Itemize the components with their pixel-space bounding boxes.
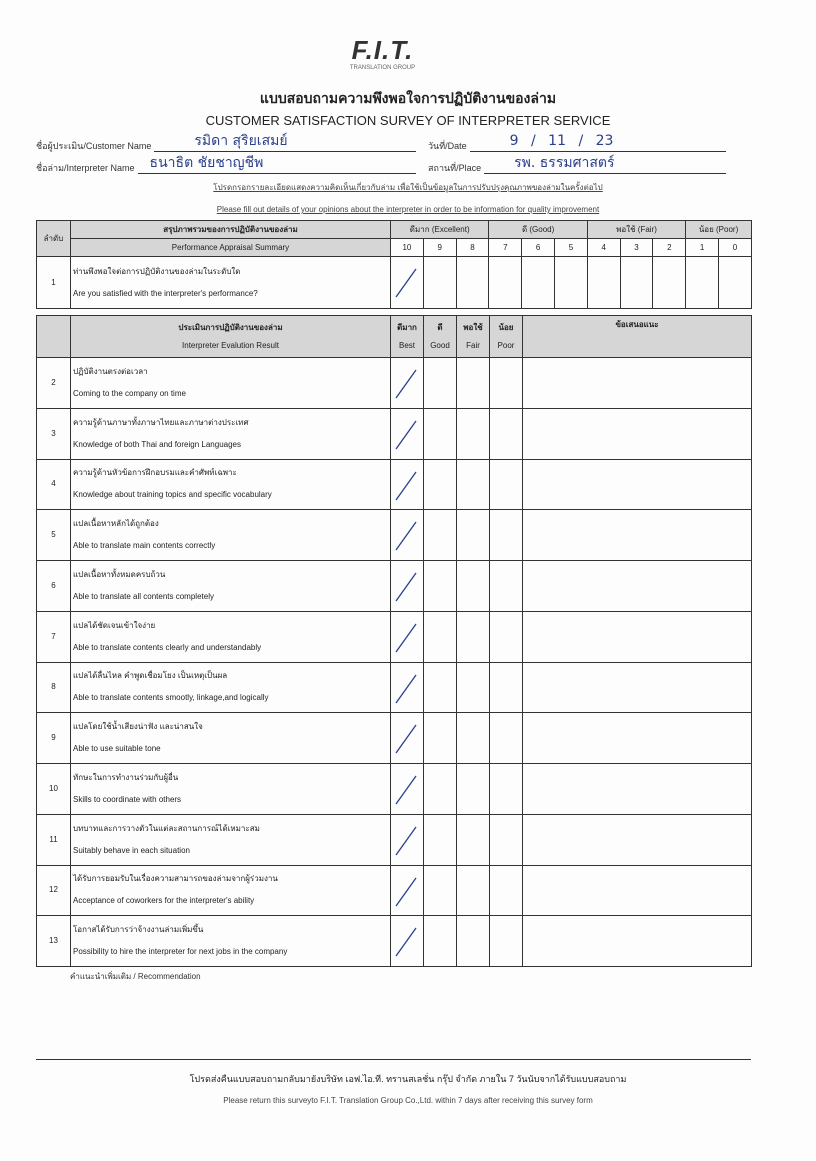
evaluation-row — [37, 713, 752, 764]
rating-cell-good[interactable] — [424, 561, 457, 612]
rating-cell-best[interactable] — [391, 713, 424, 764]
group-excellent: ดีมาก (Excellent) — [391, 221, 489, 239]
checkmark-icon — [394, 874, 420, 908]
score-header-9: 9 — [423, 239, 456, 257]
row-number: 8 — [37, 662, 71, 713]
score-header-4: 4 — [587, 239, 620, 257]
rating-cell-good[interactable] — [424, 764, 457, 815]
footer-english: Please return this surveyto F.I.T. Translation Group Co.,Ltd. within 7 days after receiving this survey form — [223, 1096, 593, 1105]
score-cell-9[interactable] — [423, 257, 456, 309]
footer-thai: โปรดส่งคืนแบบสอบถามกลับมายังบริษัท เอฟ.ไอ.ที. ทรานสเลชั่น กรุ๊ป จำกัด ภายใน 7 วันนับจากได้รับแบบสอบถาม — [189, 1074, 627, 1084]
customer-name-field[interactable]: รมิดา สุริยเสมย์ — [154, 132, 416, 152]
customer-date-row — [36, 132, 726, 152]
checkmark-icon — [394, 518, 420, 552]
criterion-text: ความรู้ด้านหัวข้อการฝึกอบรมและคำศัพท์เฉพาะ Knowledge about training topics and specific vocabulary — [71, 459, 391, 510]
rating-cell-best[interactable] — [391, 814, 424, 865]
checkmark-icon — [394, 721, 420, 755]
evaluation-row — [37, 510, 752, 561]
comment-header: ข้อเสนอแนะ — [523, 316, 752, 358]
evaluation-row — [37, 662, 752, 713]
criterion-text: ทักษะในการทำงานร่วมกับผู้อื่น Skills to coordinate with others — [71, 764, 391, 815]
score-cell-4[interactable] — [587, 257, 620, 309]
rating-cell-poor[interactable] — [490, 611, 523, 662]
interpreter-place-row — [36, 154, 726, 174]
rating-cell-best[interactable] — [391, 358, 424, 409]
rating-cell-good[interactable] — [424, 916, 457, 967]
row-number: 9 — [37, 713, 71, 764]
row-number: 13 — [37, 916, 71, 967]
rating-cell-best[interactable] — [391, 662, 424, 713]
date-field[interactable]: 9 / 11 / 23 — [470, 132, 726, 152]
evaluation-row — [37, 916, 752, 967]
rating-fair-header: พอใช้ Fair — [457, 316, 490, 358]
title-thai: แบบสอบถามความพึงพอใจการปฏิบัติงานของล่าม — [259, 90, 557, 106]
comment-cell[interactable] — [523, 408, 752, 459]
evaluation-row — [37, 865, 752, 916]
checkmark-icon — [394, 620, 420, 654]
criterion-text: ได้รับการยอมรับในเรื่องความสามารถของล่ามจากผู้ร่วมงาน Acceptance of coworkers for the interpreter's ability — [71, 865, 391, 916]
rating-best-header: ดีมาก Best — [391, 316, 424, 358]
rating-cell-poor[interactable] — [490, 865, 523, 916]
comment-cell[interactable] — [523, 764, 752, 815]
rating-cell-best[interactable] — [391, 459, 424, 510]
title-english: CUSTOMER SATISFACTION SURVEY OF INTERPRETER SERVICE — [205, 113, 611, 128]
rating-cell-good[interactable] — [424, 814, 457, 865]
place-label: สถานที่/Place — [428, 163, 482, 173]
interpreter-name-field[interactable]: ธนาธิต ชัยชาญชีพ — [138, 154, 416, 174]
comment-cell[interactable] — [523, 662, 752, 713]
rating-cell-fair[interactable] — [457, 408, 490, 459]
row-number: 12 — [37, 865, 71, 916]
customer-name-label: ชื่อผู้ประเมิน/Customer Name — [36, 141, 152, 151]
score-cell-10[interactable] — [391, 257, 424, 309]
group-fair: พอใช้ (Fair) — [587, 221, 685, 239]
score-header-8: 8 — [456, 239, 489, 257]
row-number: 1 — [37, 257, 71, 309]
checkmark-icon — [394, 569, 420, 603]
score-header-1: 1 — [686, 239, 719, 257]
score-header-5: 5 — [555, 239, 588, 257]
rating-cell-poor[interactable] — [490, 916, 523, 967]
rating-cell-best[interactable] — [391, 916, 424, 967]
evaluation-table — [36, 315, 752, 967]
comment-cell[interactable] — [523, 865, 752, 916]
question-text: ท่านพึงพอใจต่อการปฏิบัติงานของล่ามในระดับใด Are you satisfied with the interpreter's performance? — [71, 257, 391, 309]
evaluation-row — [37, 814, 752, 865]
rating-cell-fair[interactable] — [457, 814, 490, 865]
rating-cell-good[interactable] — [424, 662, 457, 713]
divider — [36, 1059, 751, 1060]
rating-cell-best[interactable] — [391, 510, 424, 561]
rating-cell-poor[interactable] — [490, 713, 523, 764]
row-number: 4 — [37, 459, 71, 510]
score-cell-3[interactable] — [620, 257, 653, 309]
rating-cell-poor[interactable] — [490, 459, 523, 510]
rating-cell-fair[interactable] — [457, 358, 490, 409]
rating-cell-best[interactable] — [391, 561, 424, 612]
summary-table — [36, 220, 752, 309]
score-cell-6[interactable] — [522, 257, 555, 309]
criterion-text: โอกาสได้รับการว่าจ้างงานล่ามเพิ่มขึ้น Possibility to hire the interpreter for next jobs in the company — [71, 916, 391, 967]
comment-cell[interactable] — [523, 358, 752, 409]
score-header-3: 3 — [620, 239, 653, 257]
comment-cell[interactable] — [523, 561, 752, 612]
summary-title-en: Performance Appraisal Summary — [71, 239, 391, 257]
score-header-7: 7 — [489, 239, 522, 257]
checkmark-icon — [394, 417, 420, 451]
summary-title-th: สรุปภาพรวมของการปฏิบัติงานของล่าม — [71, 221, 391, 239]
rating-cell-poor[interactable] — [490, 764, 523, 815]
rating-cell-poor[interactable] — [490, 358, 523, 409]
rating-cell-fair[interactable] — [457, 459, 490, 510]
rating-cell-poor[interactable] — [490, 814, 523, 865]
rating-cell-best[interactable] — [391, 408, 424, 459]
rating-cell-poor[interactable] — [490, 510, 523, 561]
criterion-text: ปฏิบัติงานตรงต่อเวลา Coming to the company on time — [71, 358, 391, 409]
checkmark-icon — [394, 265, 420, 299]
checkmark-icon — [394, 772, 420, 806]
instruction-english: Please fill out details of your opinions about the interpreter in order to be information for quality improvement — [216, 205, 600, 214]
comment-cell[interactable] — [523, 611, 752, 662]
checkmark-icon — [394, 468, 420, 502]
rating-cell-good[interactable] — [424, 510, 457, 561]
rating-cell-fair[interactable] — [457, 611, 490, 662]
checkmark-icon — [394, 823, 420, 857]
date-label: วันที่/Date — [428, 141, 467, 151]
rating-cell-best[interactable] — [391, 865, 424, 916]
row-number: 6 — [37, 561, 71, 612]
row-number: 3 — [37, 408, 71, 459]
score-header-0: 0 — [719, 239, 752, 257]
rating-cell-good[interactable] — [424, 713, 457, 764]
rating-cell-good[interactable] — [424, 408, 457, 459]
evaluation-row — [37, 358, 752, 409]
evaluation-row — [37, 561, 752, 612]
rating-cell-fair[interactable] — [457, 713, 490, 764]
score-header-6: 6 — [522, 239, 555, 257]
score-cell-0[interactable] — [719, 257, 752, 309]
checkmark-icon — [394, 671, 420, 705]
evaluation-row — [37, 611, 752, 662]
rating-cell-fair[interactable] — [457, 764, 490, 815]
row-number: 2 — [37, 358, 71, 409]
evaluation-row — [37, 764, 752, 815]
criterion-text: แปลเนื้อหาหลักได้ถูกต้อง Able to translate main contents correctly — [71, 510, 391, 561]
comment-cell[interactable] — [523, 713, 752, 764]
criterion-text: บทบาทและการวางตัวในแต่ละสถานการณ์ได้เหมาะสม Suitably behave in each situation — [71, 814, 391, 865]
interpreter-name-label: ชื่อล่าม/Interpreter Name — [36, 163, 135, 173]
score-cell-5[interactable] — [555, 257, 588, 309]
criterion-text: แปลได้ชัดเจนเข้าใจง่าย Able to translate contents clearly and understandably — [71, 611, 391, 662]
score-header-10: 10 — [391, 239, 424, 257]
evaluation-row — [37, 408, 752, 459]
comment-cell[interactable] — [523, 814, 752, 865]
score-cell-8[interactable] — [456, 257, 489, 309]
recommendation-label: คำแนะนำเพิ่มเติม / Recommendation — [70, 972, 201, 981]
place-field[interactable]: รพ. ธรรมศาสตร์ — [484, 154, 726, 174]
comment-cell[interactable] — [523, 459, 752, 510]
rating-cell-fair[interactable] — [457, 662, 490, 713]
score-header-2: 2 — [653, 239, 686, 257]
fit-logo: F.I.T. TRANSLATION GROUP — [349, 35, 416, 71]
rating-poor-header: น้อย Poor — [490, 316, 523, 358]
rating-cell-good[interactable] — [424, 865, 457, 916]
rating-cell-best[interactable] — [391, 611, 424, 662]
row-number: 5 — [37, 510, 71, 561]
rating-cell-poor[interactable] — [490, 561, 523, 612]
rating-cell-fair[interactable] — [457, 510, 490, 561]
group-poor: น้อย (Poor) — [686, 221, 752, 239]
checkmark-icon — [394, 366, 420, 400]
rating-cell-fair[interactable] — [457, 561, 490, 612]
rating-cell-fair[interactable] — [457, 916, 490, 967]
comment-cell[interactable] — [523, 916, 752, 967]
score-cell-1[interactable] — [686, 257, 719, 309]
rating-cell-good[interactable] — [424, 358, 457, 409]
row-number: 11 — [37, 814, 71, 865]
rating-cell-poor[interactable] — [490, 408, 523, 459]
rating-good-header: ดี Good — [424, 316, 457, 358]
evaluation-title: ประเมินการปฏิบัติงานของล่าม Interpreter Evalution Result — [71, 316, 391, 358]
checkmark-icon — [394, 924, 420, 958]
evaluation-row — [37, 459, 752, 510]
criterion-text: แปลโดยใช้น้ำเสียงน่าฟัง และน่าสนใจ Able to use suitable tone — [71, 713, 391, 764]
instruction-thai: โปรดกรอกรายละเอียดแสดงความคิดเห็นเกี่ยวกับล่าม เพื่อใช้เป็นข้อมูลในการปรับปรุงคุณภาพของล่ามในครั้งต่อไป — [213, 183, 603, 192]
score-cell-2[interactable] — [653, 257, 686, 309]
row-number: 7 — [37, 611, 71, 662]
rating-cell-good[interactable] — [424, 611, 457, 662]
score-cell-7[interactable] — [489, 257, 522, 309]
criterion-text: แปลได้ลื่นไหล คำพูดเชื่อมโยง เป็นเหตุเป็นผล Able to translate contents smootly, linkage,and logically — [71, 662, 391, 713]
rating-cell-fair[interactable] — [457, 865, 490, 916]
criterion-text: ความรู้ด้านภาษาทั้งภาษาไทยและภาษาต่างประเทศ Knowledge of both Thai and foreign Languages — [71, 408, 391, 459]
comment-cell[interactable] — [523, 510, 752, 561]
rating-cell-best[interactable] — [391, 764, 424, 815]
rating-cell-poor[interactable] — [490, 662, 523, 713]
rating-cell-good[interactable] — [424, 459, 457, 510]
group-good: ดี (Good) — [489, 221, 587, 239]
criterion-text: แปลเนื้อหาทั้งหมดครบถ้วน Able to translate all contents completely — [71, 561, 391, 612]
row-number: 10 — [37, 764, 71, 815]
no-header: ลำดับ — [37, 221, 71, 257]
